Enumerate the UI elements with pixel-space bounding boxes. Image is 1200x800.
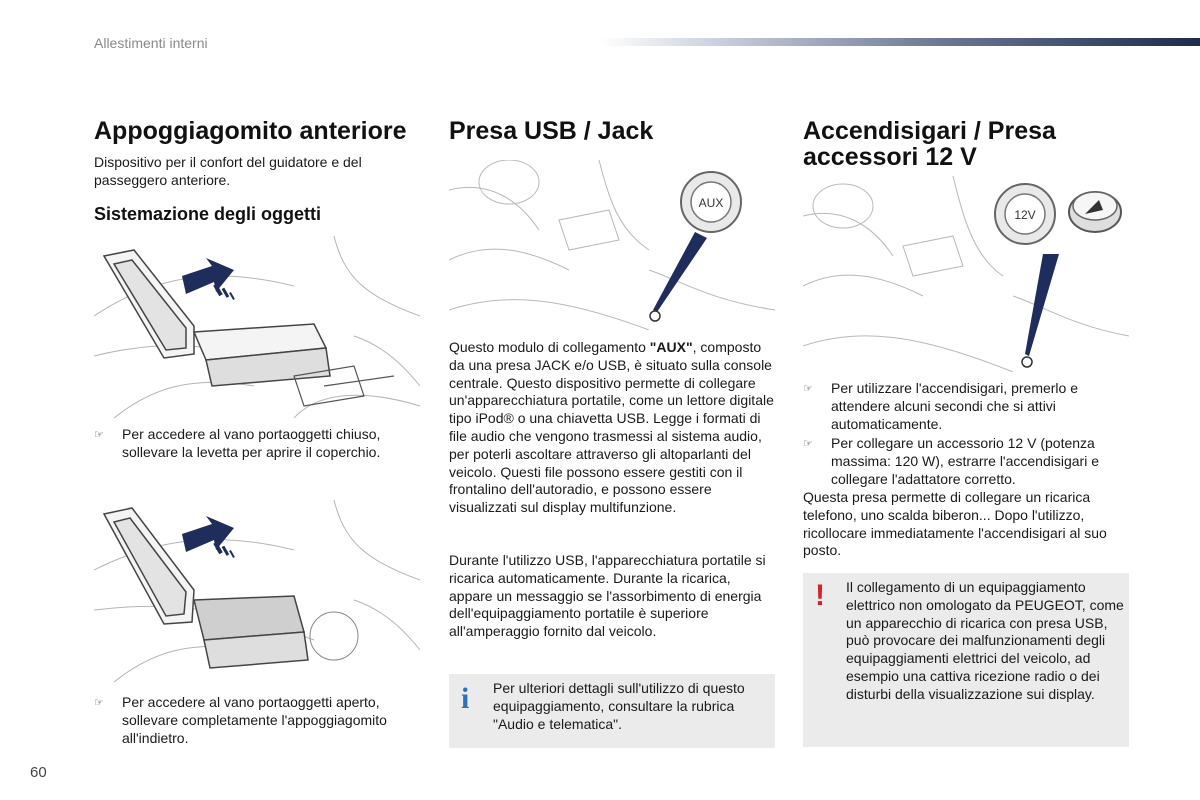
pointing-hand-icon: ☞	[94, 429, 104, 441]
info-text: Per ulteriori dettagli sull'utilizzo di questo equipaggiamento, consultare la rubrica "Audio e telematica".	[493, 680, 745, 732]
aux-desc-rest: , composto da una presa JACK e/o USB, è situato sulla console centrale. Questo dispositivo permette di collegare un'apparecchiatura portatile, come un lettore digitale tipo iPod® o una chiavetta USB. Legge i formati di file audio che vengono trasmessi al sistema audio, per poterli ascoltare attraverso gli altoparlanti del veicolo. Questi file possono essere gestiti con il frontalino dell'autoradio, e possono essere visualizzati sul display multifunzione.	[449, 339, 774, 516]
running-title: Allestimenti interni	[94, 35, 208, 51]
armrest-bullet-open-text: Per accedere al vano portaoggetti aperto, sollevare completamente l'appoggiagomito all'indietro.	[122, 694, 387, 746]
armrest-bullet-closed	[94, 426, 420, 462]
header-gradient-bar	[600, 38, 1200, 46]
storage-subtitle: Sistemazione degli oggetti	[94, 203, 322, 224]
warning-exclamation-icon: !	[815, 579, 825, 612]
aux-description	[449, 339, 775, 517]
armrest-open-illustration	[94, 500, 420, 682]
warning-text: Il collegamento di un equipaggiamento elettrico non omologato da PEUGEOT, come un apparecchio di ricarica con presa USB, può provocare dei malfunzionamenti degli equipaggiamenti elettrici del veicolo, ad esempio una cattiva ricezione radio o dei disturbi della visualizzazione sui display.	[846, 579, 1124, 702]
armrest-bullet-open	[94, 694, 420, 747]
aux-socket-illustration	[449, 160, 775, 330]
page-number: 60	[30, 764, 47, 781]
armrest-section	[94, 118, 424, 225]
aux-desc-start: Questo modulo di collegamento	[449, 339, 650, 355]
lighter-bullet-use-text: Per utilizzare l'accendisigari, premerlo e attendere alcuni secondi che si attivi automaticamente.	[831, 380, 1078, 432]
warning-box	[803, 573, 1129, 747]
armrest-bullet-closed-text: Per accedere al vano portaoggetti chiuso, sollevare la levetta per aprire il coperchio.	[122, 426, 381, 460]
pointing-hand-icon: ☞	[803, 438, 813, 450]
12v-socket-description: Questa presa permette di collegare un ricarica telefono, uno scalda biberon... Dopo l'utilizzo, ricollocare immediatamente l'accendisigari al suo posto.	[803, 489, 1107, 559]
lighter-title: Accendisigari / Presa accessori 12 V	[803, 117, 1056, 171]
aux-socket-label: AUX	[698, 196, 724, 210]
lighter-bullet-use	[803, 380, 1129, 433]
pointing-hand-icon: ☞	[94, 697, 104, 709]
12v-socket-label: 12V	[1014, 208, 1036, 222]
usb-jack-section	[449, 118, 775, 144]
info-icon: i	[461, 682, 470, 715]
lighter-bullet-accessory-text: Per collegare un accessorio 12 V (potenza massima: 120 W), estrarre l'accendisigari e collegare l'adattatore corretto.	[831, 435, 1099, 487]
pointing-hand-icon: ☞	[803, 383, 813, 395]
aux-desc-bold: "AUX"	[649, 339, 693, 355]
12v-socket-illustration	[803, 176, 1129, 372]
armrest-intro: Dispositivo per il confort del guidatore e del passeggero anteriore.	[94, 154, 362, 188]
armrest-title: Appoggiagomito anteriore	[94, 117, 407, 145]
lighter-bullet-accessory	[803, 435, 1129, 488]
armrest-closed-illustration	[94, 236, 420, 418]
info-box	[449, 674, 775, 748]
usb-charging-note: Durante l'utilizzo USB, l'apparecchiatura portatile si ricarica automaticamente. Durante la ricarica, appare un messaggio se l'assorbimento di energia dell'equipaggiamento portatile è superiore all'amperaggio fornito dal veicolo.	[449, 552, 766, 640]
lighter-section	[803, 118, 1103, 170]
usb-jack-title: Presa USB / Jack	[449, 117, 654, 145]
